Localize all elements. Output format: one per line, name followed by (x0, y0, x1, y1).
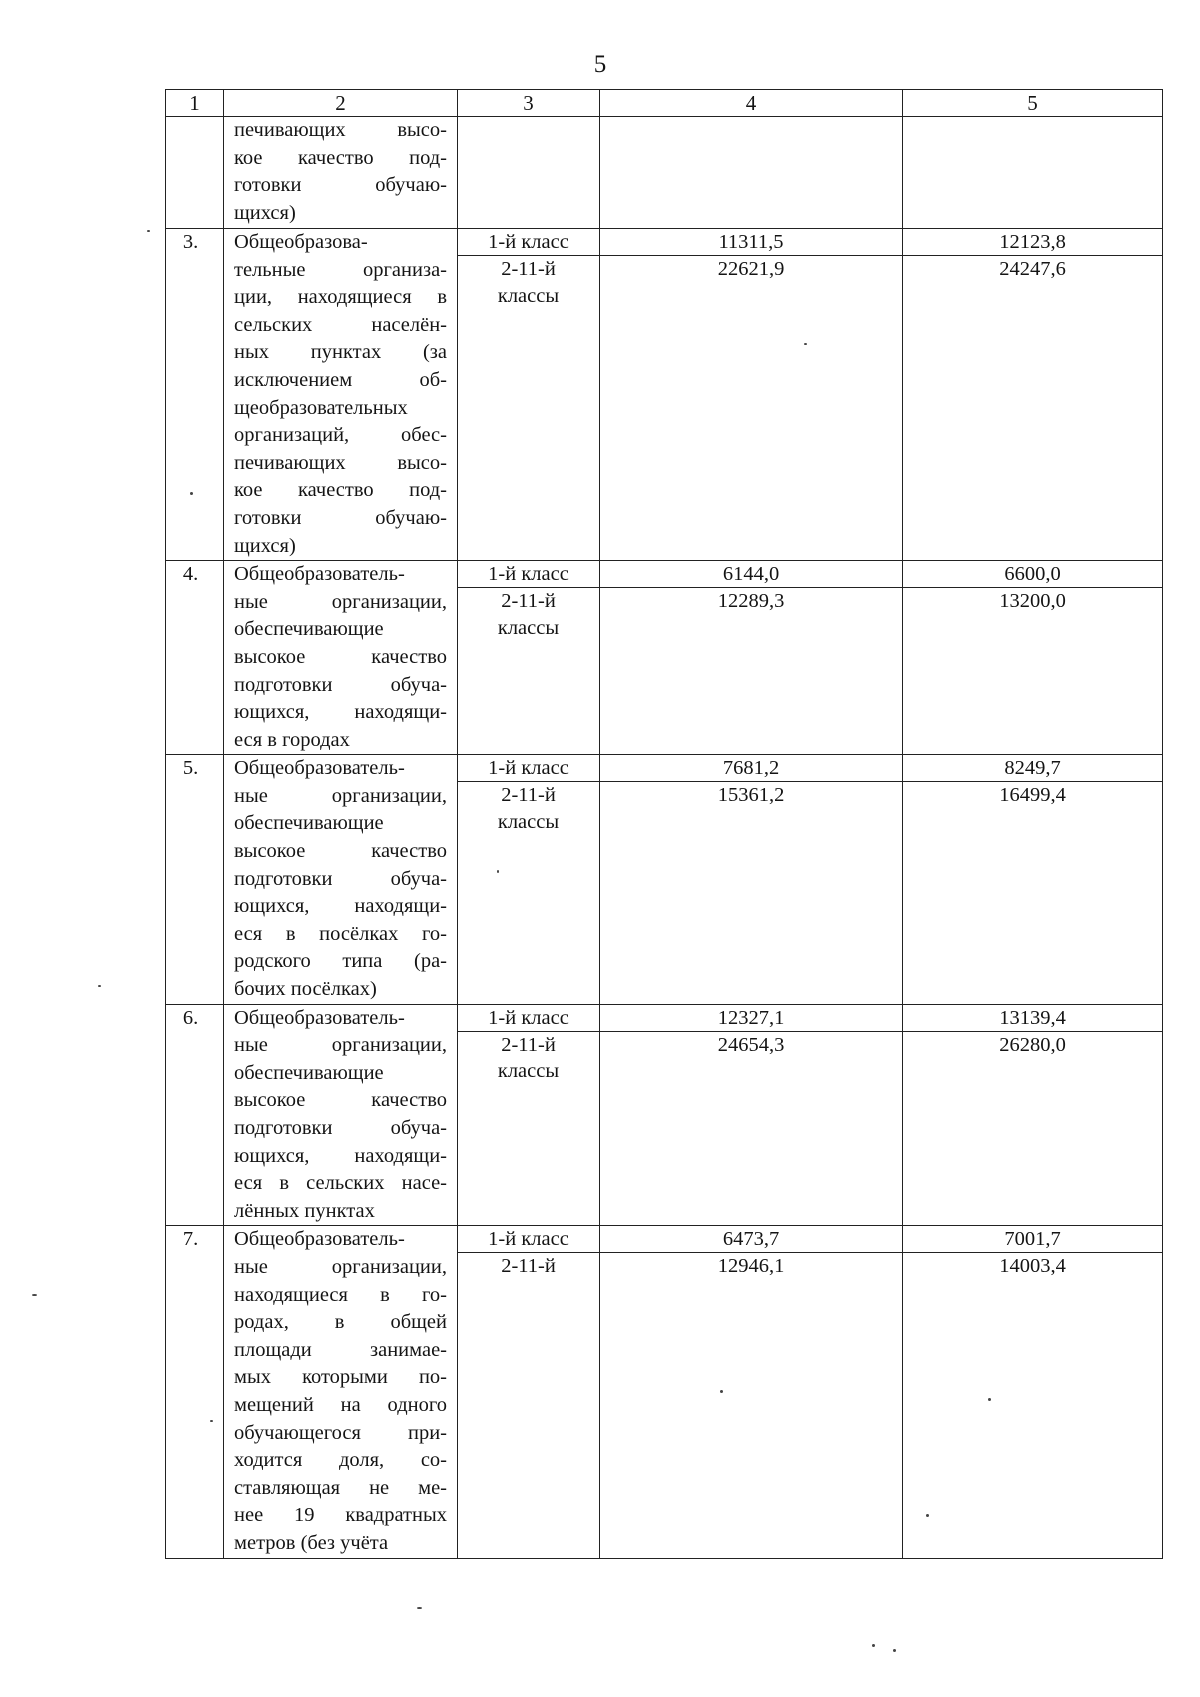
grade-cell: 1-й класс (458, 229, 600, 256)
row-description (224, 755, 458, 1004)
description-line: готовки обучаю- (234, 506, 447, 529)
description-line: Общеобразователь- (234, 1006, 405, 1029)
description-line: подготовки обуча- (234, 1117, 447, 1139)
description-line: обеспечивающие (234, 1061, 384, 1084)
description-line: ные организации, (234, 1034, 447, 1057)
page-number: 5 (593, 51, 607, 78)
description-line: щеобразовательных (234, 396, 408, 419)
value-cell: 6473,7 (600, 1226, 903, 1253)
scan-speck (98, 985, 101, 987)
description-line: подготовки обуча- (234, 867, 447, 890)
row-description (224, 561, 458, 755)
description-line: мых которыми по- (234, 1366, 447, 1389)
value-cell: 6144,0 (600, 561, 903, 588)
grade-label: классы (497, 616, 560, 639)
scan-speck (497, 870, 499, 873)
value-cell: 12123,8 (903, 229, 1163, 256)
grade-label: 2-11-й (501, 784, 556, 807)
description-line: еся в сельских насе- (234, 1172, 447, 1195)
value-cell: 26280,0 (903, 1031, 1163, 1226)
table-row (166, 561, 1163, 588)
grade-label: классы (497, 284, 560, 307)
column-header: 2 (224, 90, 458, 117)
description-line: ные организации, (234, 784, 447, 807)
column-header: 3 (458, 90, 600, 117)
description-line: готовки обучаю- (234, 174, 447, 197)
value-cell (600, 117, 903, 229)
description-line: еся в городах (234, 728, 350, 751)
row-number: 6. (166, 1004, 224, 1226)
scan-speck (147, 230, 150, 232)
description-line: родского типа (ра- (234, 950, 447, 973)
scan-speck (893, 1649, 896, 1652)
value-cell: 6600,0 (903, 561, 1163, 588)
description-line: бочих посёлках) (234, 978, 377, 1001)
description-line: ции, находящиеся в (234, 286, 447, 309)
description-line: организаций, обес- (234, 424, 447, 447)
description-line: тельные организа- (234, 258, 447, 281)
description-line: Общеобразова- (234, 231, 368, 253)
column-header: 1 (166, 90, 224, 117)
description-line: высокое качество (234, 840, 447, 863)
grade-label: классы (497, 1060, 560, 1083)
value-cell: 12946,1 (600, 1253, 903, 1558)
grade-cell (458, 117, 600, 229)
description-line: Общеобразователь- (234, 757, 405, 780)
description-line: высокое качество (234, 1089, 447, 1112)
description-line: печивающих высо- (234, 119, 447, 141)
value-cell: 24654,3 (600, 1031, 903, 1226)
table-header-row (166, 90, 1163, 117)
row-number-cell (166, 117, 224, 229)
grade-cell: 1-й класс (458, 1004, 600, 1031)
value-cell: 22621,9 (600, 256, 903, 561)
value-cell: 7681,2 (600, 755, 903, 782)
description-line: ющихся, находящи- (234, 1144, 447, 1167)
description-line: Общеобразователь- (234, 1228, 405, 1251)
description-line: кое качество под- (234, 479, 447, 502)
grade-label: 2-11-й (501, 258, 556, 280)
table-row-continuation (166, 117, 1163, 229)
table-row (166, 755, 1163, 782)
description-line: ставляющая не ме- (234, 1476, 447, 1499)
description-line: кое качество под- (234, 146, 447, 169)
description-line: ных пунктах (за (234, 341, 447, 364)
scan-speck (32, 1294, 37, 1296)
description-line: ходится доля, со- (234, 1449, 447, 1472)
value-cell: 13139,4 (903, 1004, 1163, 1031)
scan-speck (720, 1390, 723, 1393)
grade-cell (458, 256, 600, 561)
description-line: обучающегося при- (234, 1421, 447, 1444)
table-row (166, 229, 1163, 256)
grade-label: 2-11-й (501, 1255, 556, 1278)
table-row (166, 1226, 1163, 1253)
value-cell: 14003,4 (903, 1253, 1163, 1558)
row-number: 5. (166, 755, 224, 1004)
table-row (166, 1004, 1163, 1031)
description-line: подготовки обуча- (234, 673, 447, 696)
value-cell: 15361,2 (600, 782, 903, 1004)
value-cell: 11311,5 (600, 229, 903, 256)
description-line: ные организации, (234, 590, 447, 613)
grade-label: 2-11-й (501, 1033, 556, 1056)
value-cell: 24247,6 (903, 256, 1163, 561)
value-cell: 13200,0 (903, 588, 1163, 755)
scan-speck (872, 1644, 875, 1647)
grade-cell: 1-й класс (458, 561, 600, 588)
row-description (224, 117, 458, 229)
description-line: исключением об- (234, 368, 447, 391)
grade-cell (458, 1253, 600, 1558)
tariff-table (165, 89, 1163, 1559)
description-line: находящиеся в го- (234, 1283, 447, 1306)
value-cell: 12327,1 (600, 1004, 903, 1031)
grade-cell: 1-й класс (458, 1226, 600, 1253)
description-line: печивающих высо- (234, 451, 447, 474)
column-header: 5 (903, 90, 1163, 117)
scan-speck (804, 343, 807, 345)
description-line: родах, в общей (234, 1311, 447, 1334)
scan-speck (926, 1514, 929, 1517)
row-number: 4. (166, 561, 224, 755)
description-line: обеспечивающие (234, 812, 384, 835)
grade-cell (458, 1031, 600, 1226)
value-cell: 7001,7 (903, 1226, 1163, 1253)
scan-speck (190, 492, 193, 495)
grade-cell (458, 782, 600, 1004)
grade-cell: 1-й класс (458, 755, 600, 782)
scan-speck (417, 1607, 422, 1609)
row-number: 3. (166, 229, 224, 561)
row-description (224, 1004, 458, 1226)
row-number: 7. (166, 1226, 224, 1558)
description-line: еся в посёлках го- (234, 922, 447, 945)
description-line: ющихся, находящи- (234, 895, 447, 918)
value-cell: 12289,3 (600, 588, 903, 755)
value-cell: 16499,4 (903, 782, 1163, 1004)
row-description (224, 229, 458, 561)
value-cell (903, 117, 1163, 229)
description-line: щихся) (234, 534, 296, 557)
description-line: площади занимае- (234, 1338, 447, 1361)
grade-cell (458, 588, 600, 755)
description-line: сельских населён- (234, 313, 447, 336)
description-line: метров (без учёта (234, 1531, 389, 1554)
description-line: обеспечивающие (234, 618, 384, 641)
description-line: Общеобразователь- (234, 563, 405, 586)
description-line: ющихся, находящи- (234, 701, 447, 724)
grade-label: классы (497, 810, 560, 833)
column-header: 4 (600, 90, 903, 117)
description-line: высокое качество (234, 645, 447, 668)
row-description (224, 1226, 458, 1558)
description-line: ные организации, (234, 1255, 447, 1278)
scan-speck (988, 1398, 991, 1401)
description-line: щихся) (234, 201, 296, 224)
description-line: мещений на одного (234, 1393, 447, 1416)
description-line: лённых пунктах (234, 1199, 375, 1222)
grade-label: 2-11-й (501, 590, 556, 613)
scan-speck (210, 1420, 213, 1422)
value-cell: 8249,7 (903, 755, 1163, 782)
description-line: нее 19 квадратных (234, 1504, 447, 1527)
